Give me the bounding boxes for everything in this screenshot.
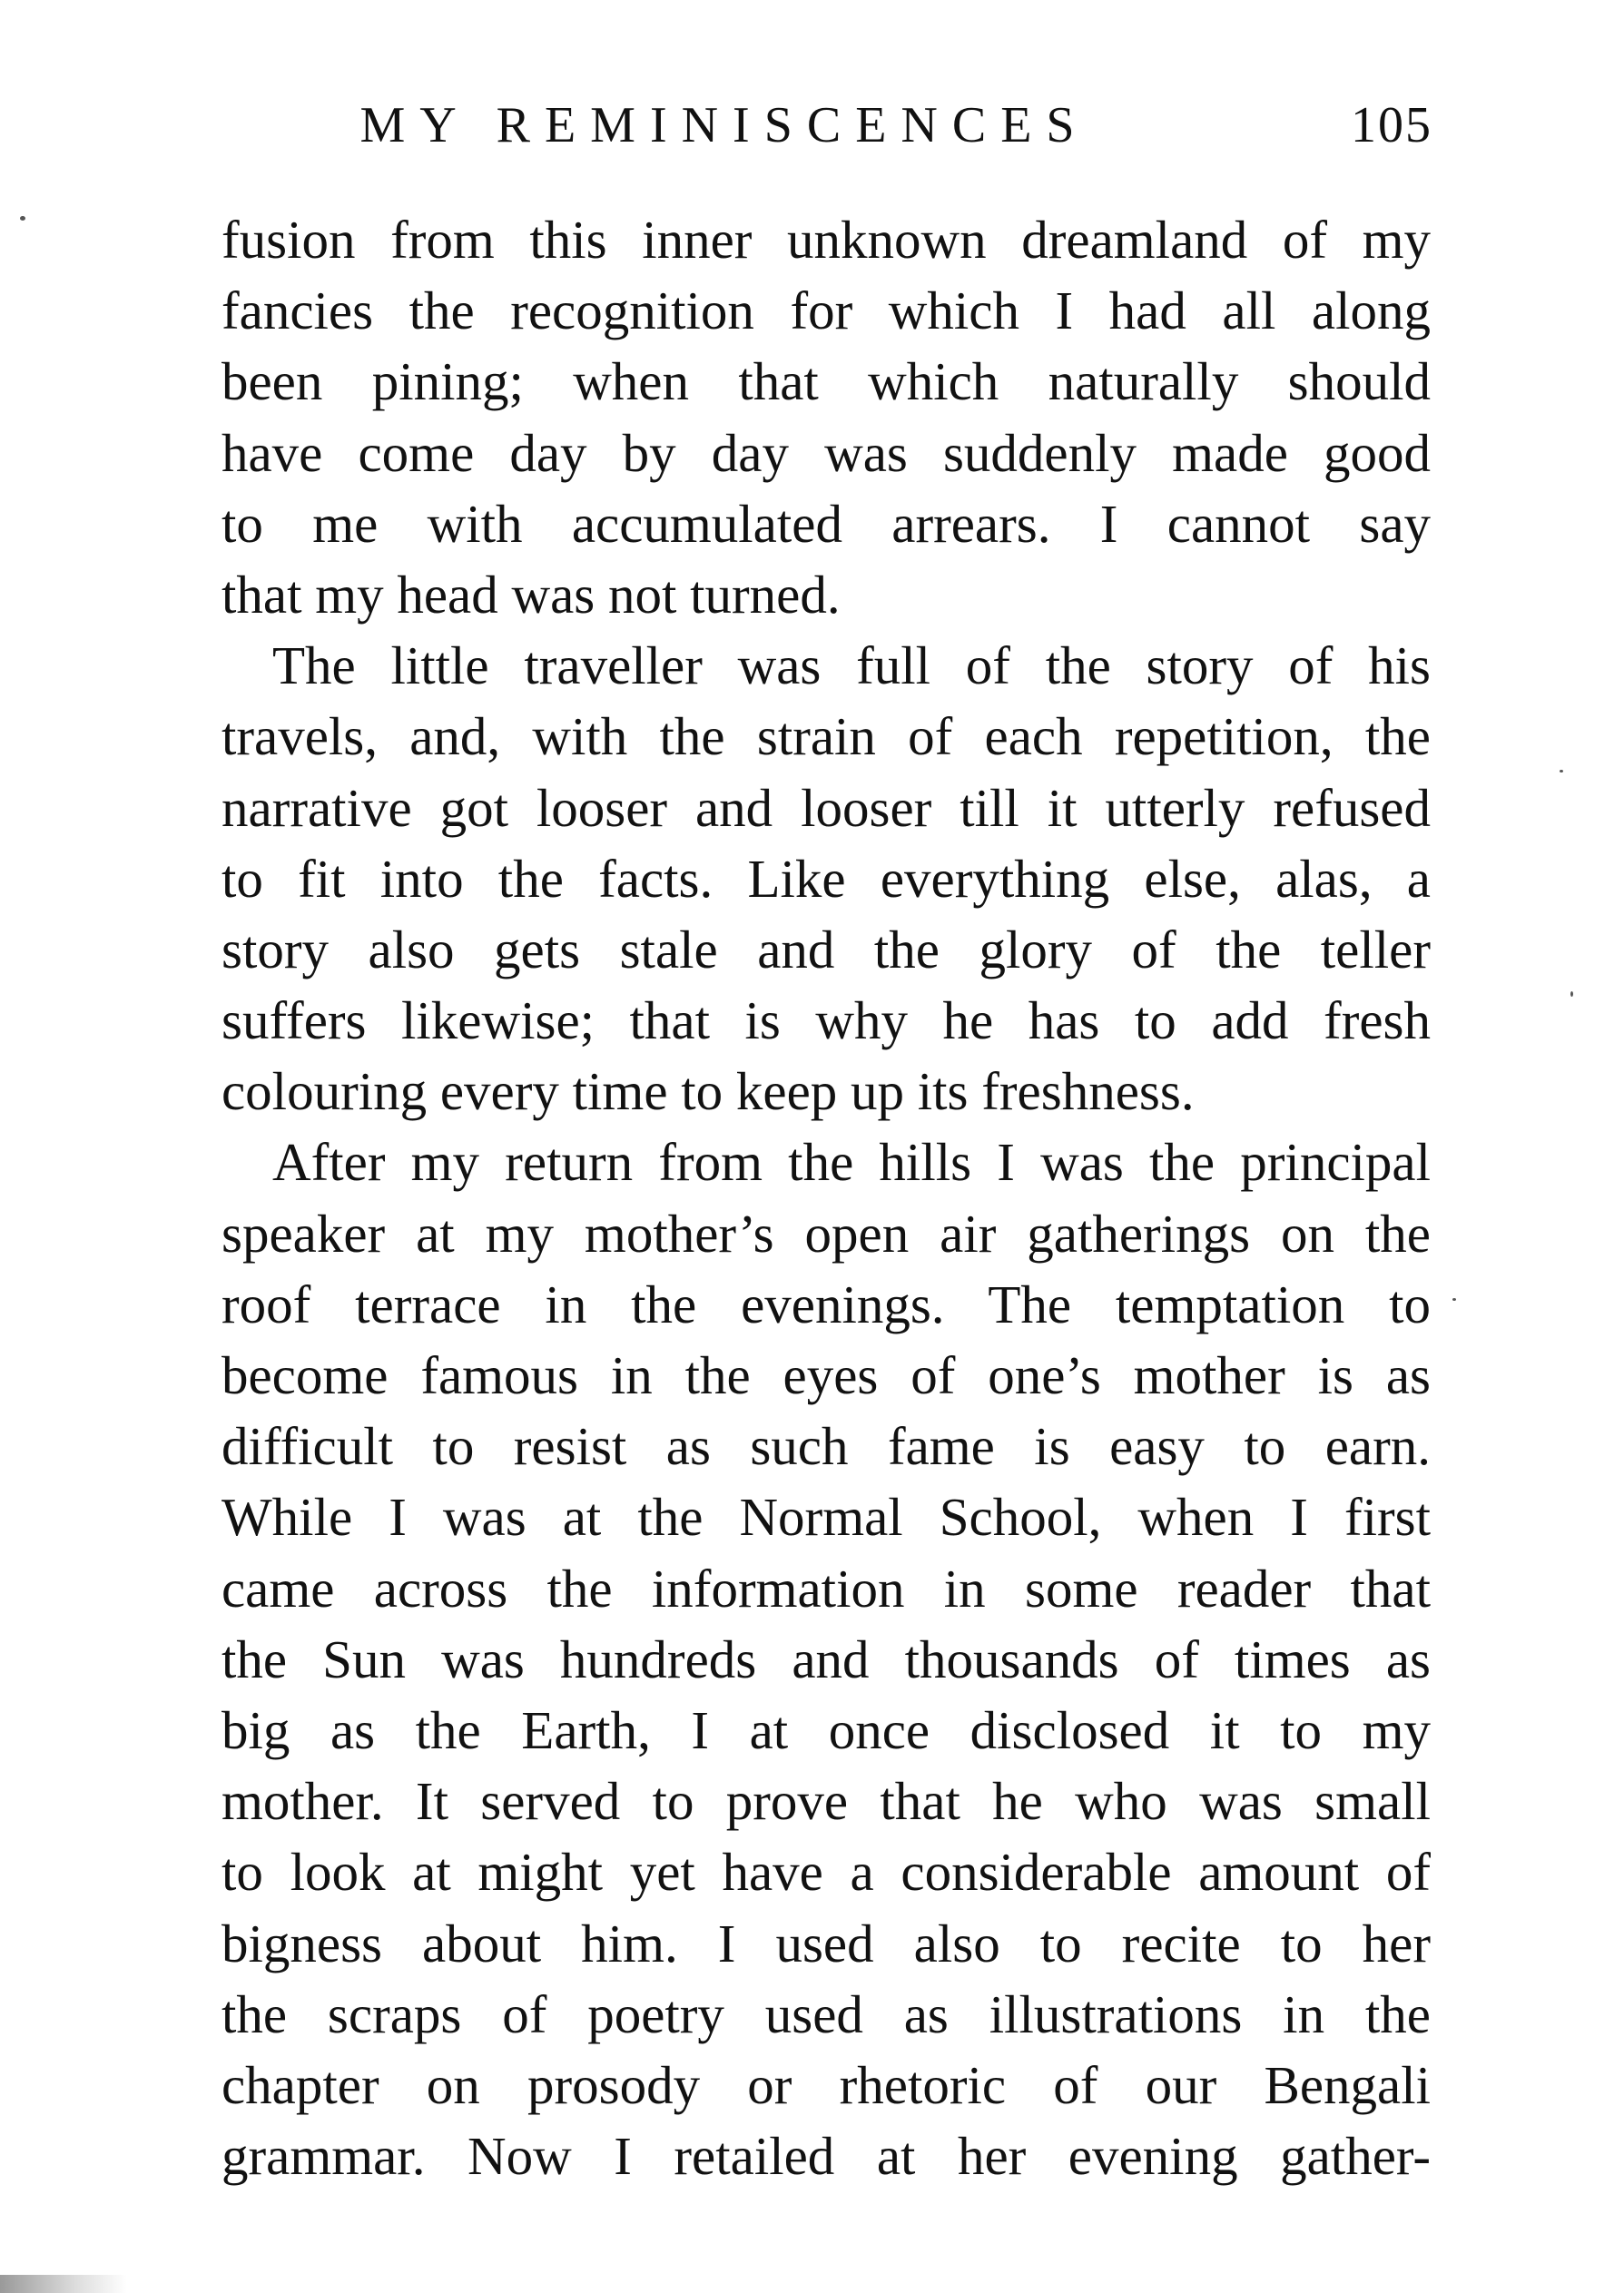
paragraph-first-line: The little traveller was full of the story of his — [272, 635, 1431, 696]
text-line: the Sun was hundreds and thousands of times as — [221, 1629, 1431, 1689]
text-line: have come day by day was suddenly made good — [221, 422, 1431, 483]
text-line: chapter on prosody or rhetoric of our Bengali — [221, 2054, 1431, 2115]
text-line: to fit into the facts. Like everything else, alas, a — [221, 848, 1431, 909]
running-head-title: MY REMINISCENCES — [359, 97, 1089, 153]
text-line: bigness about him. I used also to recite to her — [221, 1913, 1431, 1973]
text-line: that my head was not turned. — [221, 564, 841, 625]
paragraph-first-line: After my return from the hills I was the principal — [272, 1132, 1431, 1193]
text-line: speaker at my mother’s open air gatherings on the — [221, 1203, 1431, 1264]
text-line: colouring every time to keep up its freshness. — [221, 1061, 1195, 1122]
text-line: fancies the recognition for which I had all along — [221, 280, 1431, 341]
paper-speck — [1452, 1298, 1456, 1301]
text-line: mother. It served to prove that he who was small — [221, 1771, 1431, 1832]
text-line: While I was at the Normal School, when I first — [221, 1487, 1431, 1548]
text-line: difficult to resist as such fame is easy to earn. — [221, 1416, 1431, 1477]
text-line: travels, and, with the strain of each repetition, the — [221, 706, 1431, 767]
text-line: fusion from this inner unknown dreamland of my — [221, 210, 1431, 270]
text-line: suffers likewise; that is why he has to add fresh — [221, 990, 1431, 1051]
text-line: big as the Earth, I at once disclosed it to my — [221, 1699, 1431, 1760]
paper-speck — [1560, 770, 1563, 773]
running-head — [225, 89, 1432, 162]
paper-speck — [20, 216, 25, 221]
text-line: came across the information in some reader that — [221, 1558, 1431, 1619]
body-text — [221, 204, 1431, 2191]
text-line: roof terrace in the evenings. The temptation to — [221, 1274, 1431, 1334]
text-line: the scraps of poetry used as illustrations in the — [221, 1983, 1431, 2044]
text-line: narrative got looser and looser till it utterly refused — [221, 777, 1431, 838]
text-line: been pining; when that which naturally should — [221, 351, 1431, 412]
text-line: to look at might yet have a considerable amount of — [221, 1842, 1431, 1903]
text-line: to me with accumulated arrears. I cannot say — [221, 493, 1431, 554]
page-edge-shadow — [0, 2275, 127, 2293]
paper-speck — [1570, 991, 1573, 997]
page-number: 105 — [1351, 97, 1432, 153]
text-line: story also gets stale and the glory of the teller — [221, 919, 1431, 979]
text-line: grammar. Now I retailed at her evening gather- — [221, 2126, 1431, 2187]
text-line: become famous in the eyes of one’s mother is as — [221, 1345, 1431, 1405]
